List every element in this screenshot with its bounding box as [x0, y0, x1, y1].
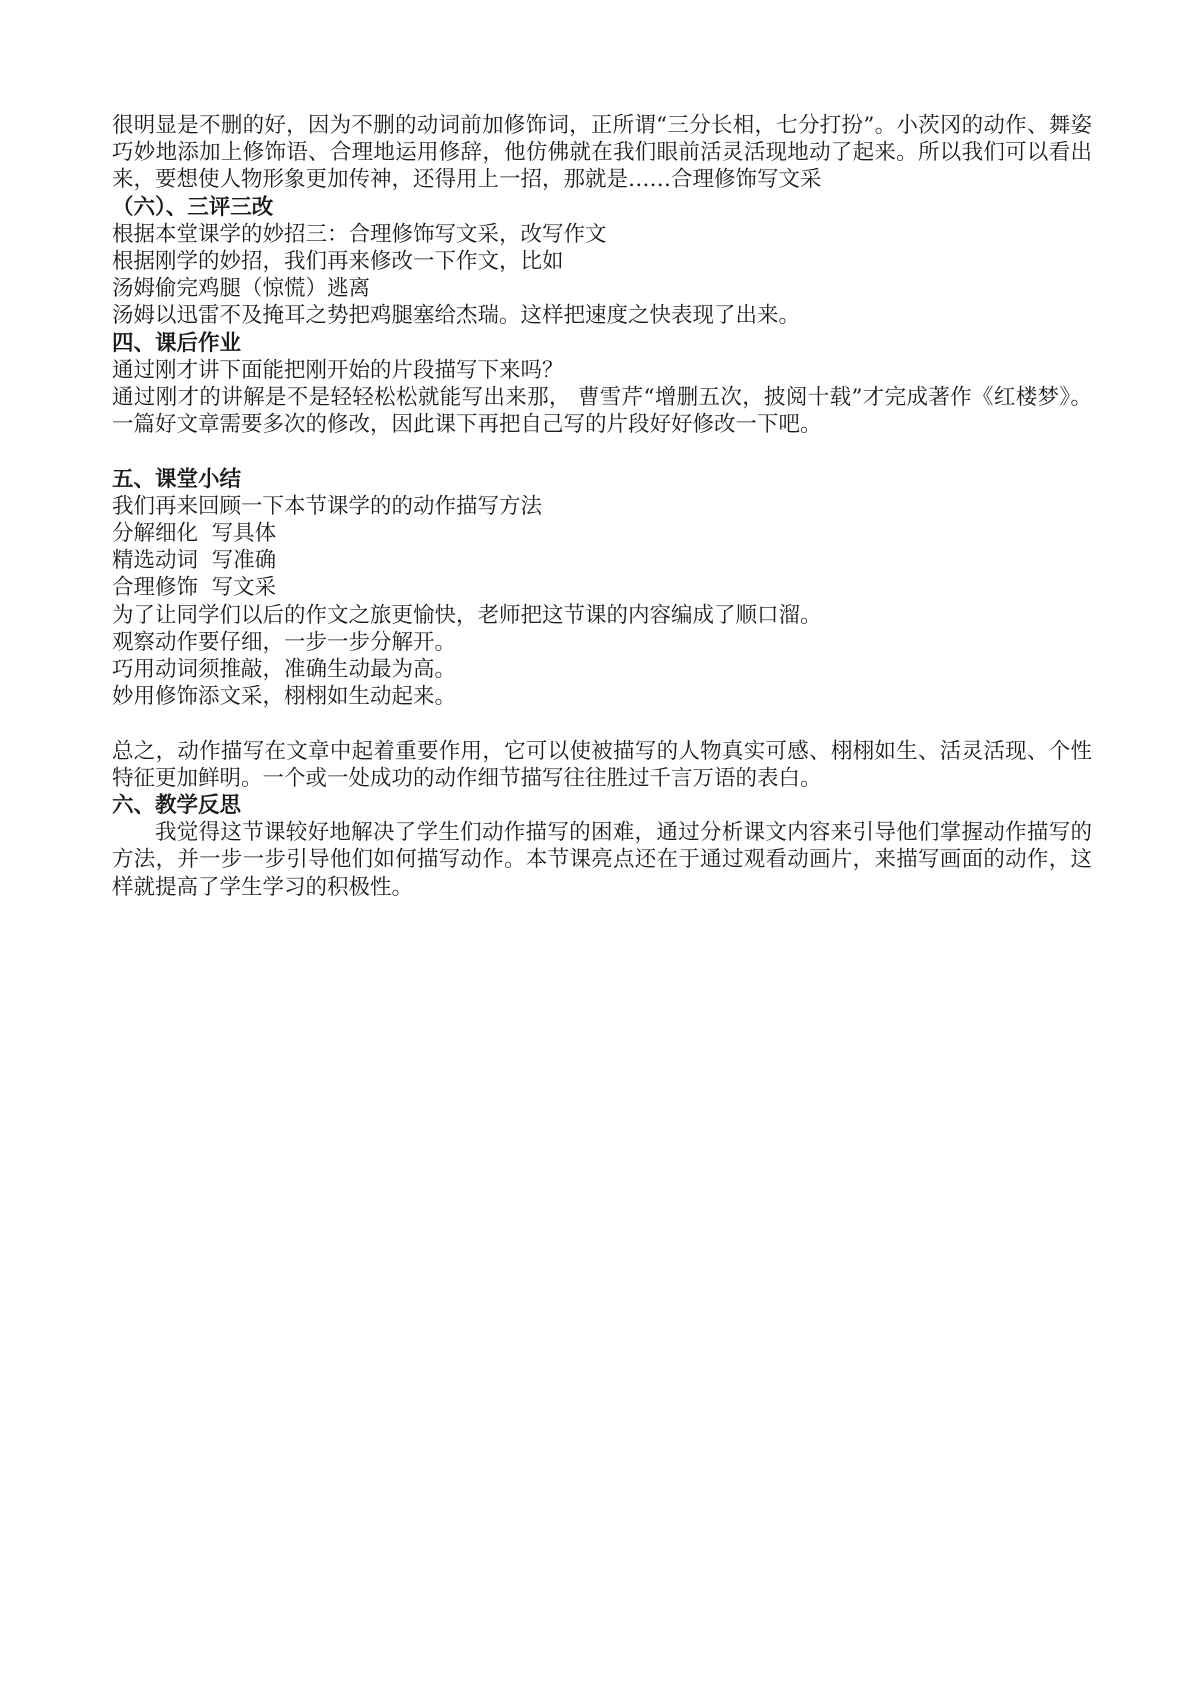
heading-summary: 五、课堂小结	[112, 466, 242, 492]
text-line: 汤姆偷完鸡腿（惊慌）逃离	[112, 276, 371, 302]
heading-reflection: 六、教学反思	[112, 793, 242, 819]
text-line: 根据刚学的妙招，我们再来修改一下作文，比如	[112, 249, 564, 275]
text-line: 分解细化 写具体	[112, 521, 277, 547]
homework-paragraph: 通过刚才的讲解是不是轻轻松松就能写出来那， 曹雪芹“增删五次，披阅十载”才完成著作《红楼梦》。一篇好文章需要多次的修改，因此课下再把自己写的片段好好修改一下吧。	[112, 385, 1092, 438]
text-line: 妙用修饰添文采，栩栩如生动起来。	[112, 684, 457, 710]
text-line: 为了让同学们以后的作文之旅更愉快，老师把这节课的内容编成了顺口溜。	[112, 602, 822, 628]
text-line: 根据本堂课学的妙招三：合理修饰写文采，改写作文	[112, 221, 607, 247]
text-line: 通过刚才讲下面能把刚开始的片段描写下来吗？	[112, 357, 564, 383]
summary-paragraph: 总之，动作描写在文章中起着重要作用，它可以使被描写的人物真实可感、栩栩如生、活灵活现、个性特征更加鲜明。一个或一处成功的动作细节描写往往胜过千言万语的表白。	[112, 738, 1092, 791]
text-line: 合理修饰 写文采	[112, 575, 277, 601]
text-line: 我们再来回顾一下本节课学的的动作描写方法	[112, 493, 543, 519]
text-line: 观察动作要仔细，一步一步分解开。	[112, 629, 457, 655]
heading-three-reviews: （六）、三评三改	[112, 194, 274, 220]
reflection-paragraph: 我觉得这节课较好地解决了学生们动作描写的困难，通过分析课文内容来引导他们掌握动作描写的方法，并一步一步引导他们如何描写动作。本节课亮点还在于通过观看动画片，来描写画面的动作，这样就提高了学生学习的积极性。	[112, 820, 1092, 900]
blank-line	[112, 438, 1092, 465]
text-line: 精选动词 写准确	[112, 548, 277, 574]
blank-line	[112, 710, 1092, 737]
document-page	[112, 112, 1092, 901]
intro-paragraph: 很明显是不删的好，因为不删的动词前加修饰词，正所谓“三分长相，七分打扮”。小茨冈的动作、舞姿巧妙地添加上修饰语、合理地运用修辞，他仿佛就在我们眼前活灵活现地动了起来。所以我们可以看出来，要想使人物形象更加传神，还得用上一招，那就是……合理修饰写文采	[112, 113, 1092, 193]
text-line: 汤姆以迅雷不及掩耳之势把鸡腿塞给杰瑞。这样把速度之快表现了出来。	[112, 303, 801, 329]
heading-homework: 四、课后作业	[112, 330, 242, 356]
text-line: 巧用动词须推敲，准确生动最为高。	[112, 657, 457, 683]
